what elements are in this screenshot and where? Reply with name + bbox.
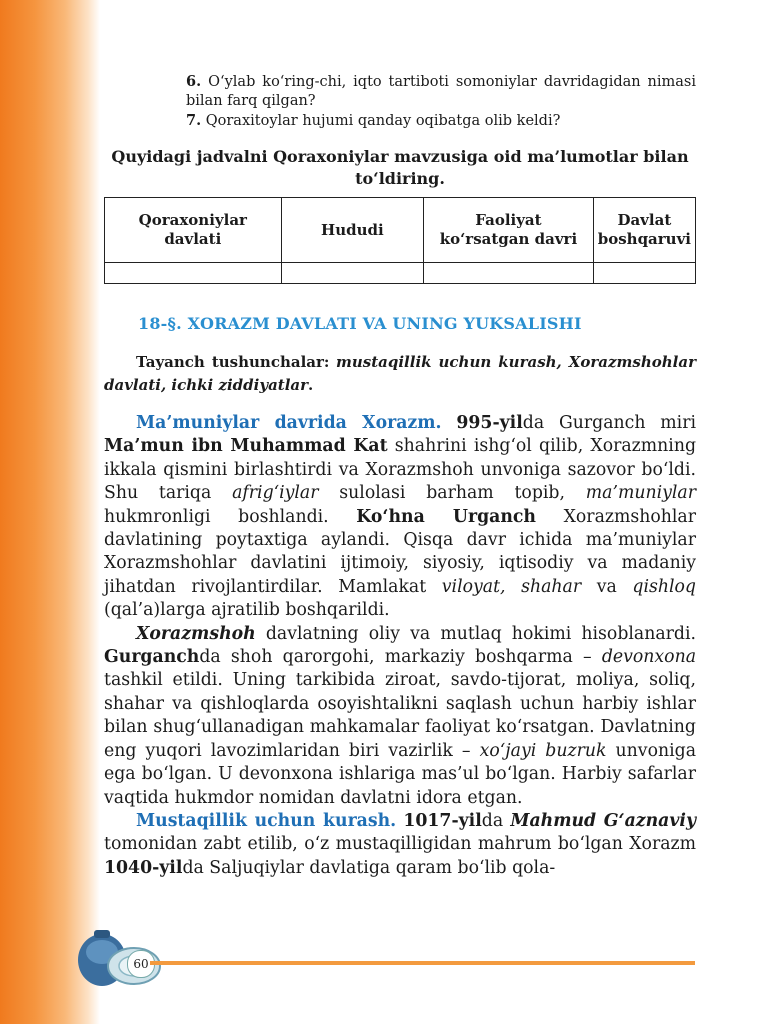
key-concepts-value: mustaqillik uchun kurash, Xorazmshohlar davlati, ichki ziddiyatlar — [104, 353, 696, 394]
side-stripe — [0, 0, 100, 1024]
bold-term: Ko‘hna Urganch — [356, 506, 536, 527]
bold-italic-term: Mahmud G‘aznaviy — [510, 810, 696, 831]
question-7 — [186, 111, 696, 131]
text-run: unvoniga ega bo‘lgan. U devonxona ishlariga mas’ul bo‘lgan. Harbiy safarlar vaqtida hukmdor nomidan davlatni idora etgan. — [104, 740, 696, 808]
key-concepts — [104, 351, 696, 397]
text-run: va — [581, 576, 633, 597]
footer-divider — [150, 961, 695, 965]
task-instruction: Quyidagi jadvalni Qoraxoniylar mavzusiga oid ma’lumotlar bilan to‘ldiring. — [111, 147, 689, 188]
table-header-row — [105, 198, 696, 263]
text-run: (qal’a)larga ajratilib boshqarildi. — [104, 600, 390, 621]
text-run: tashkil etildi. Uning tarkibida ziroat, savdo-tijorat, moliya, soliq, shahar va qishloqlarda osoyishtalikni saqlash uchun harbiy ishlar bilan shug‘ullanadigan mahkamalar faoliyat ko‘rsatgan. Davlatning eng yuqori lavozimlaridan biri vazirlik – — [104, 670, 696, 761]
italic-term: devonxona — [601, 647, 696, 668]
key-concepts-end: . — [308, 376, 314, 394]
table-header: Qoraxoniylar davlati — [105, 198, 282, 263]
paragraph-heading: Mustaqillik uchun kurash. — [136, 810, 397, 831]
table-cell — [281, 263, 424, 284]
paragraph-1 — [104, 412, 696, 623]
key-concepts-label: Tayanch tushunchalar: — [136, 353, 330, 371]
year: 995-yil — [456, 413, 523, 433]
italic-term: qishloq — [632, 576, 696, 597]
table-header: Faoliyat ko‘rsatgan davri — [424, 198, 594, 263]
text-run: davlatning oliy va mutlaq hokimi hisoblanardi. — [255, 623, 696, 644]
text-run: da Gurganch miri — [522, 413, 696, 433]
text-run: da — [481, 810, 511, 831]
table-cell — [593, 263, 695, 284]
year: 1017-yil — [403, 810, 482, 831]
bold-italic-term: Xorazmshoh — [136, 623, 256, 644]
table-cell — [424, 263, 594, 284]
text-run: Xorazmshohlar davlatining poytaxtiga aylandi. Qisqa davr ichida ma’muniylar Xorazmshohlar davlatini ijtimoiy, siyosiy, iqtisodiy va madaniy jihatdan rivojlantirdilar. Mamlakat — [104, 506, 696, 597]
question-6 — [186, 72, 696, 111]
text-run: da shoh qarorgohi, markaziy boshqarma – — [199, 647, 602, 668]
italic-term: xo‘jayi buzruk — [479, 740, 607, 761]
text-run: da Saljuqiylar davlatiga qaram bo‘lib qola- — [182, 857, 556, 878]
body-text — [104, 412, 696, 880]
question-text: O‘ylab ko‘ring-chi, iqto tartiboti somoniylar davridagidan nimasi bilan farq qilgan? — [186, 74, 697, 109]
table-header: Hududi — [281, 198, 424, 263]
table-header: Davlat boshqaruvi — [593, 198, 695, 263]
person-name: Ma’mun ibn Muhammad Kat — [104, 436, 388, 457]
page-number: 60 — [127, 950, 155, 978]
question-number: 7. — [186, 112, 202, 129]
question-number: 6. — [186, 73, 202, 90]
paragraph-heading: Ma’muniylar davrida Xorazm. — [136, 413, 442, 433]
bold-term: Gurganch — [104, 647, 200, 668]
section-title: 18-§. XORAZM DAVLATI VA UNING YUKSALISHI — [138, 314, 582, 333]
italic-term: ma’muniylar — [585, 483, 696, 504]
text-run: hukmronligi boshlandi. — [104, 506, 357, 527]
text-run: tomonidan zabt etilib, o‘z mustaqilligidan mahrum bo‘lgan Xorazm — [104, 834, 696, 855]
table-row — [105, 263, 696, 284]
fill-in-table — [104, 197, 696, 284]
text-run: sulolasi barham topib, — [318, 483, 586, 504]
year: 1040-yil — [104, 857, 183, 878]
italic-term: afrig‘iylar — [232, 483, 319, 504]
paragraph-2 — [104, 623, 696, 810]
paragraph-3 — [104, 810, 696, 880]
question-text: Qoraxitoylar hujumi qanday oqibatga olib keldi? — [205, 113, 561, 129]
table-cell — [105, 263, 282, 284]
text-run: shahrini ishg‘ol qilib, Xorazmning ikkala qismini birlashtirdi va Xorazmshoh unvoniga sazovor bo‘ldi. Shu tariqa — [104, 436, 697, 504]
italic-term: viloyat, shahar — [441, 576, 582, 597]
